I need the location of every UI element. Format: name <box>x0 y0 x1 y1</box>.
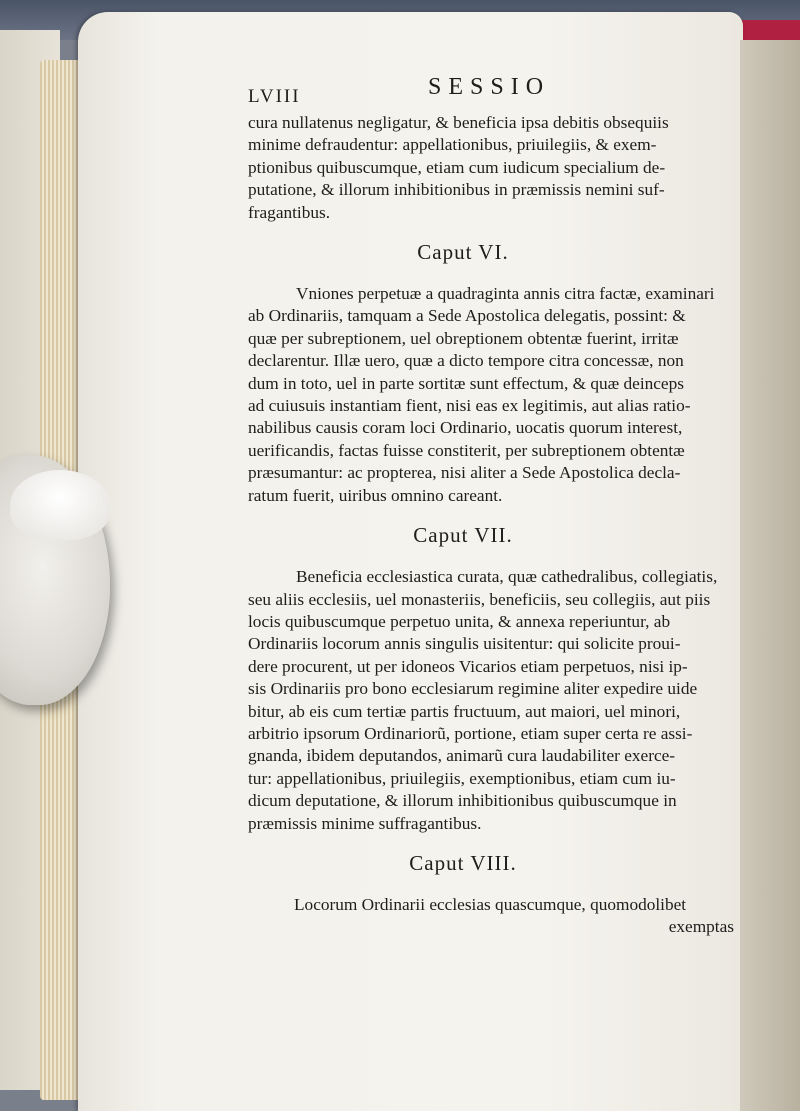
text-line: exemptas <box>668 917 734 937</box>
text-line: locis quibuscumque perpetuo unita, & annexa reperiuntur, ab <box>248 611 671 631</box>
page-header <box>248 72 738 112</box>
text-line: præsumantur: ac propterea, nisi aliter a Sede Apostolica decla- <box>248 463 681 483</box>
section-paragraph <box>248 566 738 835</box>
section-paragraph <box>248 894 738 939</box>
text-line: arbitrio ipsorum Ordinariorũ, portione, etiam super certa re assi- <box>248 723 693 743</box>
text-line: Locorum Ordinarii ecclesias quascumque, quomodolibet <box>294 894 687 914</box>
text-line: gnanda, ibidem deputandos, animarũ cura laudabiliter exerce- <box>248 746 676 766</box>
text-line: dere procurent, ut per idoneos Vicarios etiam perpetuos, nisi ip- <box>248 656 688 676</box>
text-line: nabilibus causis coram loci Ordinario, uocatis quorum interest, <box>248 418 683 438</box>
text-line: Ordinariis locorum annis singulis uisitentur: qui solicite proui- <box>248 634 681 654</box>
cloth-fold <box>10 470 110 540</box>
text-line: quæ per subreptionem, uel obreptionem obtentæ fuerint, irritæ <box>248 328 679 348</box>
text-line: ratum fuerit, uiribus omnino careant. <box>248 485 503 505</box>
text-line: seu aliis ecclesiis, uel monasteriis, beneficiis, seu collegiis, aut piis <box>248 589 711 609</box>
text-line: cura nullatenus negligatur, & beneficia ipsa debitis obsequiis <box>248 113 669 132</box>
intro-paragraph <box>248 112 738 224</box>
section-heading: Caput VII. <box>413 523 513 548</box>
text-line: dicum deputatione, & illorum inhibitionibus quibuscumque in <box>248 791 677 811</box>
text-line: bitur, ab eis cum tertiæ partis fructuum, aut maiori, uel minori, <box>248 701 681 721</box>
page-text <box>248 72 738 939</box>
text-line: uerificandis, factas fuisse constiterit, per subreptionem obtentæ <box>248 440 685 460</box>
text-line: declarentur. Illæ uero, quæ a dicto tempore citra concessæ, non <box>248 351 684 371</box>
section-heading: Caput VIII. <box>409 850 517 875</box>
section-heading: Caput VI. <box>417 240 509 265</box>
text-line: fragantibus. <box>248 202 331 222</box>
text-line: sis Ordinariis pro bono ecclesiarum regimine aliter expedire uide <box>248 679 698 699</box>
section-paragraph <box>248 283 738 507</box>
text-line: Vniones perpetuæ a quadraginta annis citra factæ, examinari <box>296 284 715 304</box>
text-line: ptionibus quibuscumque, etiam cum iudicum specialium de- <box>248 157 666 177</box>
text-line: ad cuiusuis instantiam fient, nisi eas ex legitimis, aut alias ratio- <box>248 396 691 416</box>
right-page-edge <box>740 40 800 1111</box>
text-line: minime defraudentur: appellationibus, priuilegiis, & exem- <box>248 135 657 155</box>
page-number: LVIII <box>248 86 301 107</box>
text-line: tur: appellationibus, priuilegiis, exemptionibus, etiam cum iu- <box>248 768 676 788</box>
text-line: putatione, & illorum inhibitionibus in præmissis nemini suf- <box>248 180 665 200</box>
running-head: SESSIO <box>428 74 551 100</box>
text-line: ab Ordinariis, tamquam a Sede Apostolica delegatis, possint: & <box>248 306 686 326</box>
text-line: Beneficia ecclesiastica curata, quæ cathedralibus, collegiatis, <box>296 567 718 587</box>
text-line: præmissis minime suffragantibus. <box>248 813 482 833</box>
text-line: dum in toto, uel in parte sortitæ sunt effectum, & quæ deinceps <box>248 373 684 393</box>
